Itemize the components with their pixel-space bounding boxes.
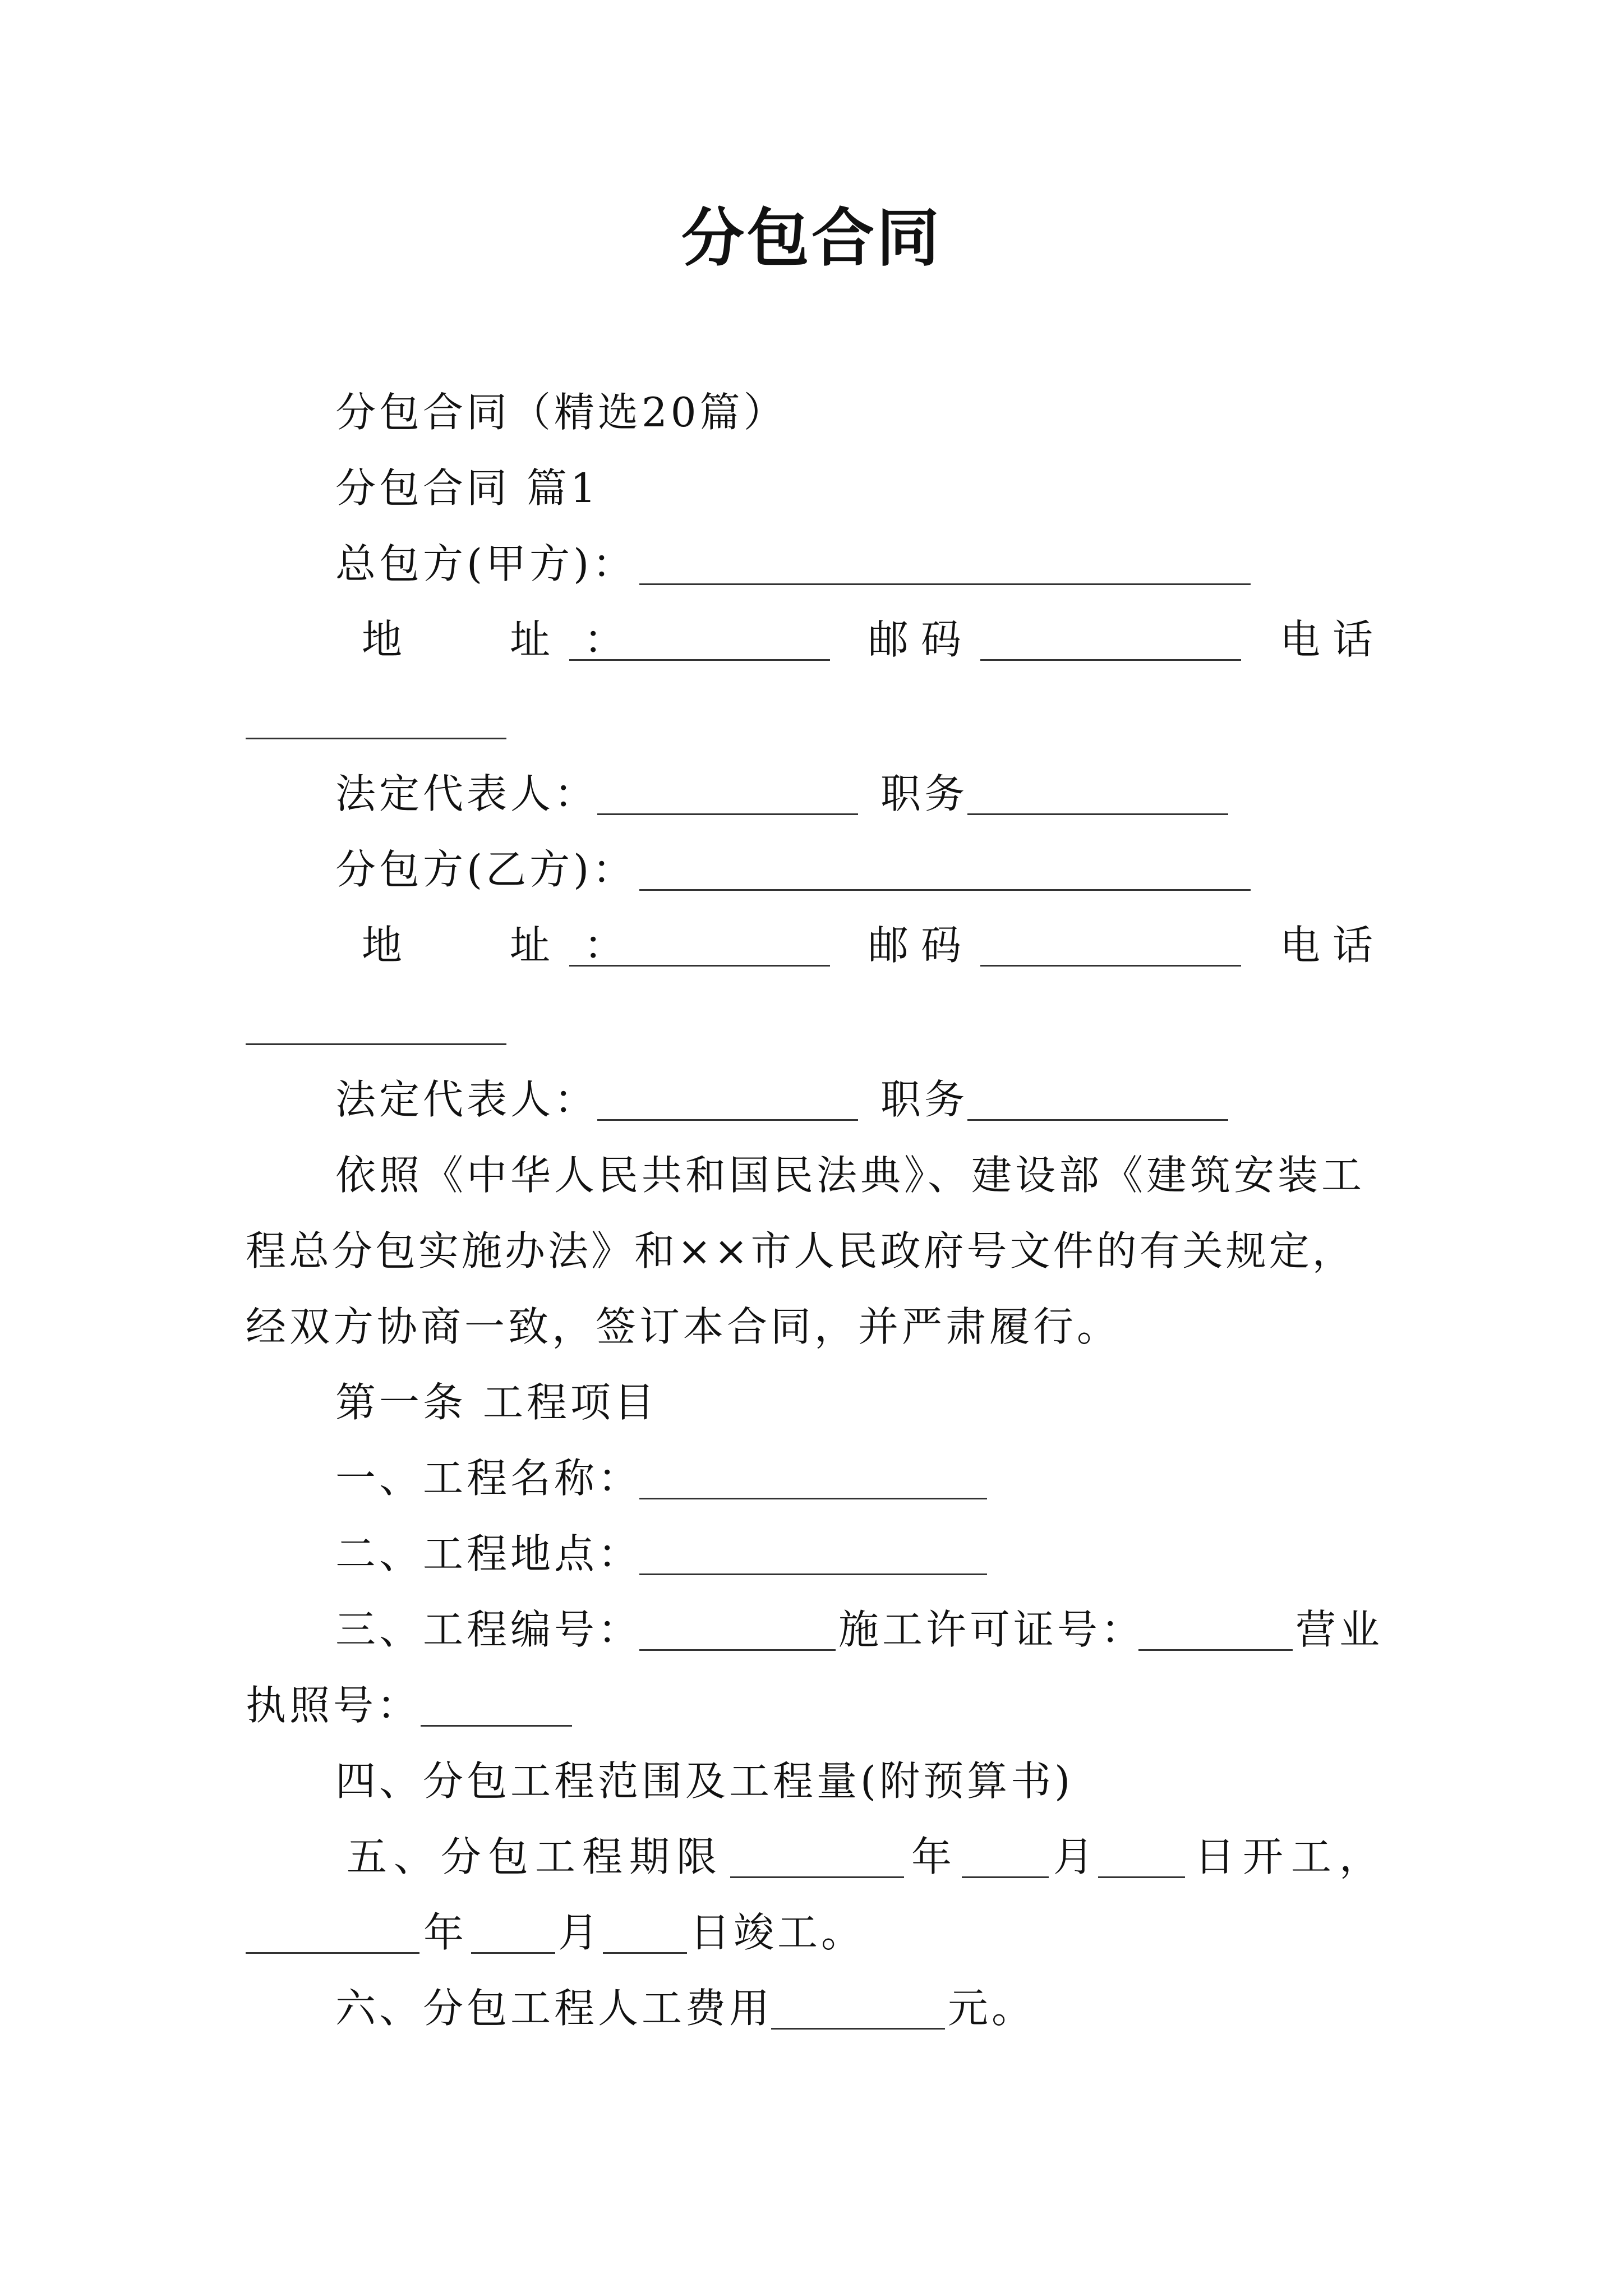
start-day-blank <box>1098 1876 1185 1878</box>
end-day-label: 日竣工。 <box>690 1909 865 1956</box>
phone-blank-b <box>246 1043 506 1045</box>
page-title: 分包合同 <box>681 201 942 275</box>
general-contractor-label: 总包方(甲方)： <box>335 540 637 587</box>
end-month-blank <box>471 1952 555 1954</box>
project-name-blank <box>639 1498 987 1499</box>
end-month-label: 月 <box>558 1909 602 1956</box>
business-license-label-b: 执照号： <box>246 1682 421 1729</box>
position-blank-b <box>967 1119 1228 1121</box>
end-day-blank <box>603 1952 687 1954</box>
postcode-label-b: 邮码 <box>868 922 974 969</box>
phone-label-b: 电话 <box>1280 922 1386 969</box>
chapter-heading: 分包合同 篇1 <box>335 464 600 512</box>
postcode-blank <box>980 659 1241 661</box>
start-month-blank <box>962 1876 1049 1878</box>
position-blank <box>967 813 1228 815</box>
address-label-b: 地 址： <box>362 922 658 969</box>
article-1-heading: 第一条 工程项目 <box>335 1379 658 1426</box>
item-project-name: 一、工程名称： <box>335 1455 642 1502</box>
position-label-b: 职务 <box>880 1076 969 1123</box>
start-year-label: 年 <box>911 1833 956 1880</box>
project-location-blank <box>639 1573 987 1575</box>
legal-rep-label: 法定代表人： <box>335 770 598 817</box>
paragraph-1-line-2: 程总分包实施办法》和××市人民政府号文件的有关规定， <box>246 1227 1355 1274</box>
postcode-blank-b <box>980 965 1241 967</box>
legal-rep-blank <box>597 813 858 815</box>
legal-rep-label-b: 法定代表人： <box>335 1076 598 1123</box>
paragraph-1-line-1: 依照《中华人民共和国民法典》、建设部《建筑安装工 <box>335 1152 1366 1199</box>
address-blank <box>569 659 830 661</box>
item-labor-cost: 六、分包工程人工费用 <box>335 1985 773 2032</box>
position-label: 职务 <box>880 770 969 817</box>
permit-number-blank <box>1138 1649 1293 1651</box>
item-period: 五、分包工程期限 <box>347 1833 724 1880</box>
phone-label: 电话 <box>1280 616 1386 663</box>
end-year-label: 年 <box>423 1909 468 1956</box>
business-license-label-a: 营业 <box>1295 1606 1384 1653</box>
labor-cost-blank <box>771 2028 945 2030</box>
phone-blank <box>246 738 506 739</box>
permit-number-label: 施工许可证号： <box>838 1606 1145 1653</box>
subtitle: 分包合同（精选20篇） <box>335 389 787 436</box>
postcode-label: 邮码 <box>868 616 974 663</box>
item-project-number: 三、工程编号： <box>335 1606 642 1653</box>
subcontractor-blank <box>639 889 1251 891</box>
business-license-blank <box>421 1725 572 1727</box>
address-label: 地 址： <box>362 616 658 663</box>
start-month-label: 月 <box>1053 1833 1098 1880</box>
start-day-label: 日开工， <box>1195 1833 1388 1880</box>
address-blank-b <box>569 965 830 967</box>
legal-rep-blank-b <box>597 1119 858 1121</box>
item-scope: 四、分包工程范围及工程量(附预算书) <box>335 1757 1074 1805</box>
end-year-blank <box>246 1952 419 1954</box>
general-contractor-blank <box>639 583 1251 585</box>
subcontractor-label: 分包方(乙方)： <box>335 846 637 893</box>
start-year-blank <box>730 1876 904 1878</box>
yuan-label: 元。 <box>948 1985 1036 2032</box>
item-project-location: 二、工程地点： <box>335 1530 642 1577</box>
project-number-blank <box>639 1649 836 1651</box>
paragraph-1-line-3: 经双方协商一致，签订本合同，并严肃履行。 <box>246 1303 1121 1350</box>
